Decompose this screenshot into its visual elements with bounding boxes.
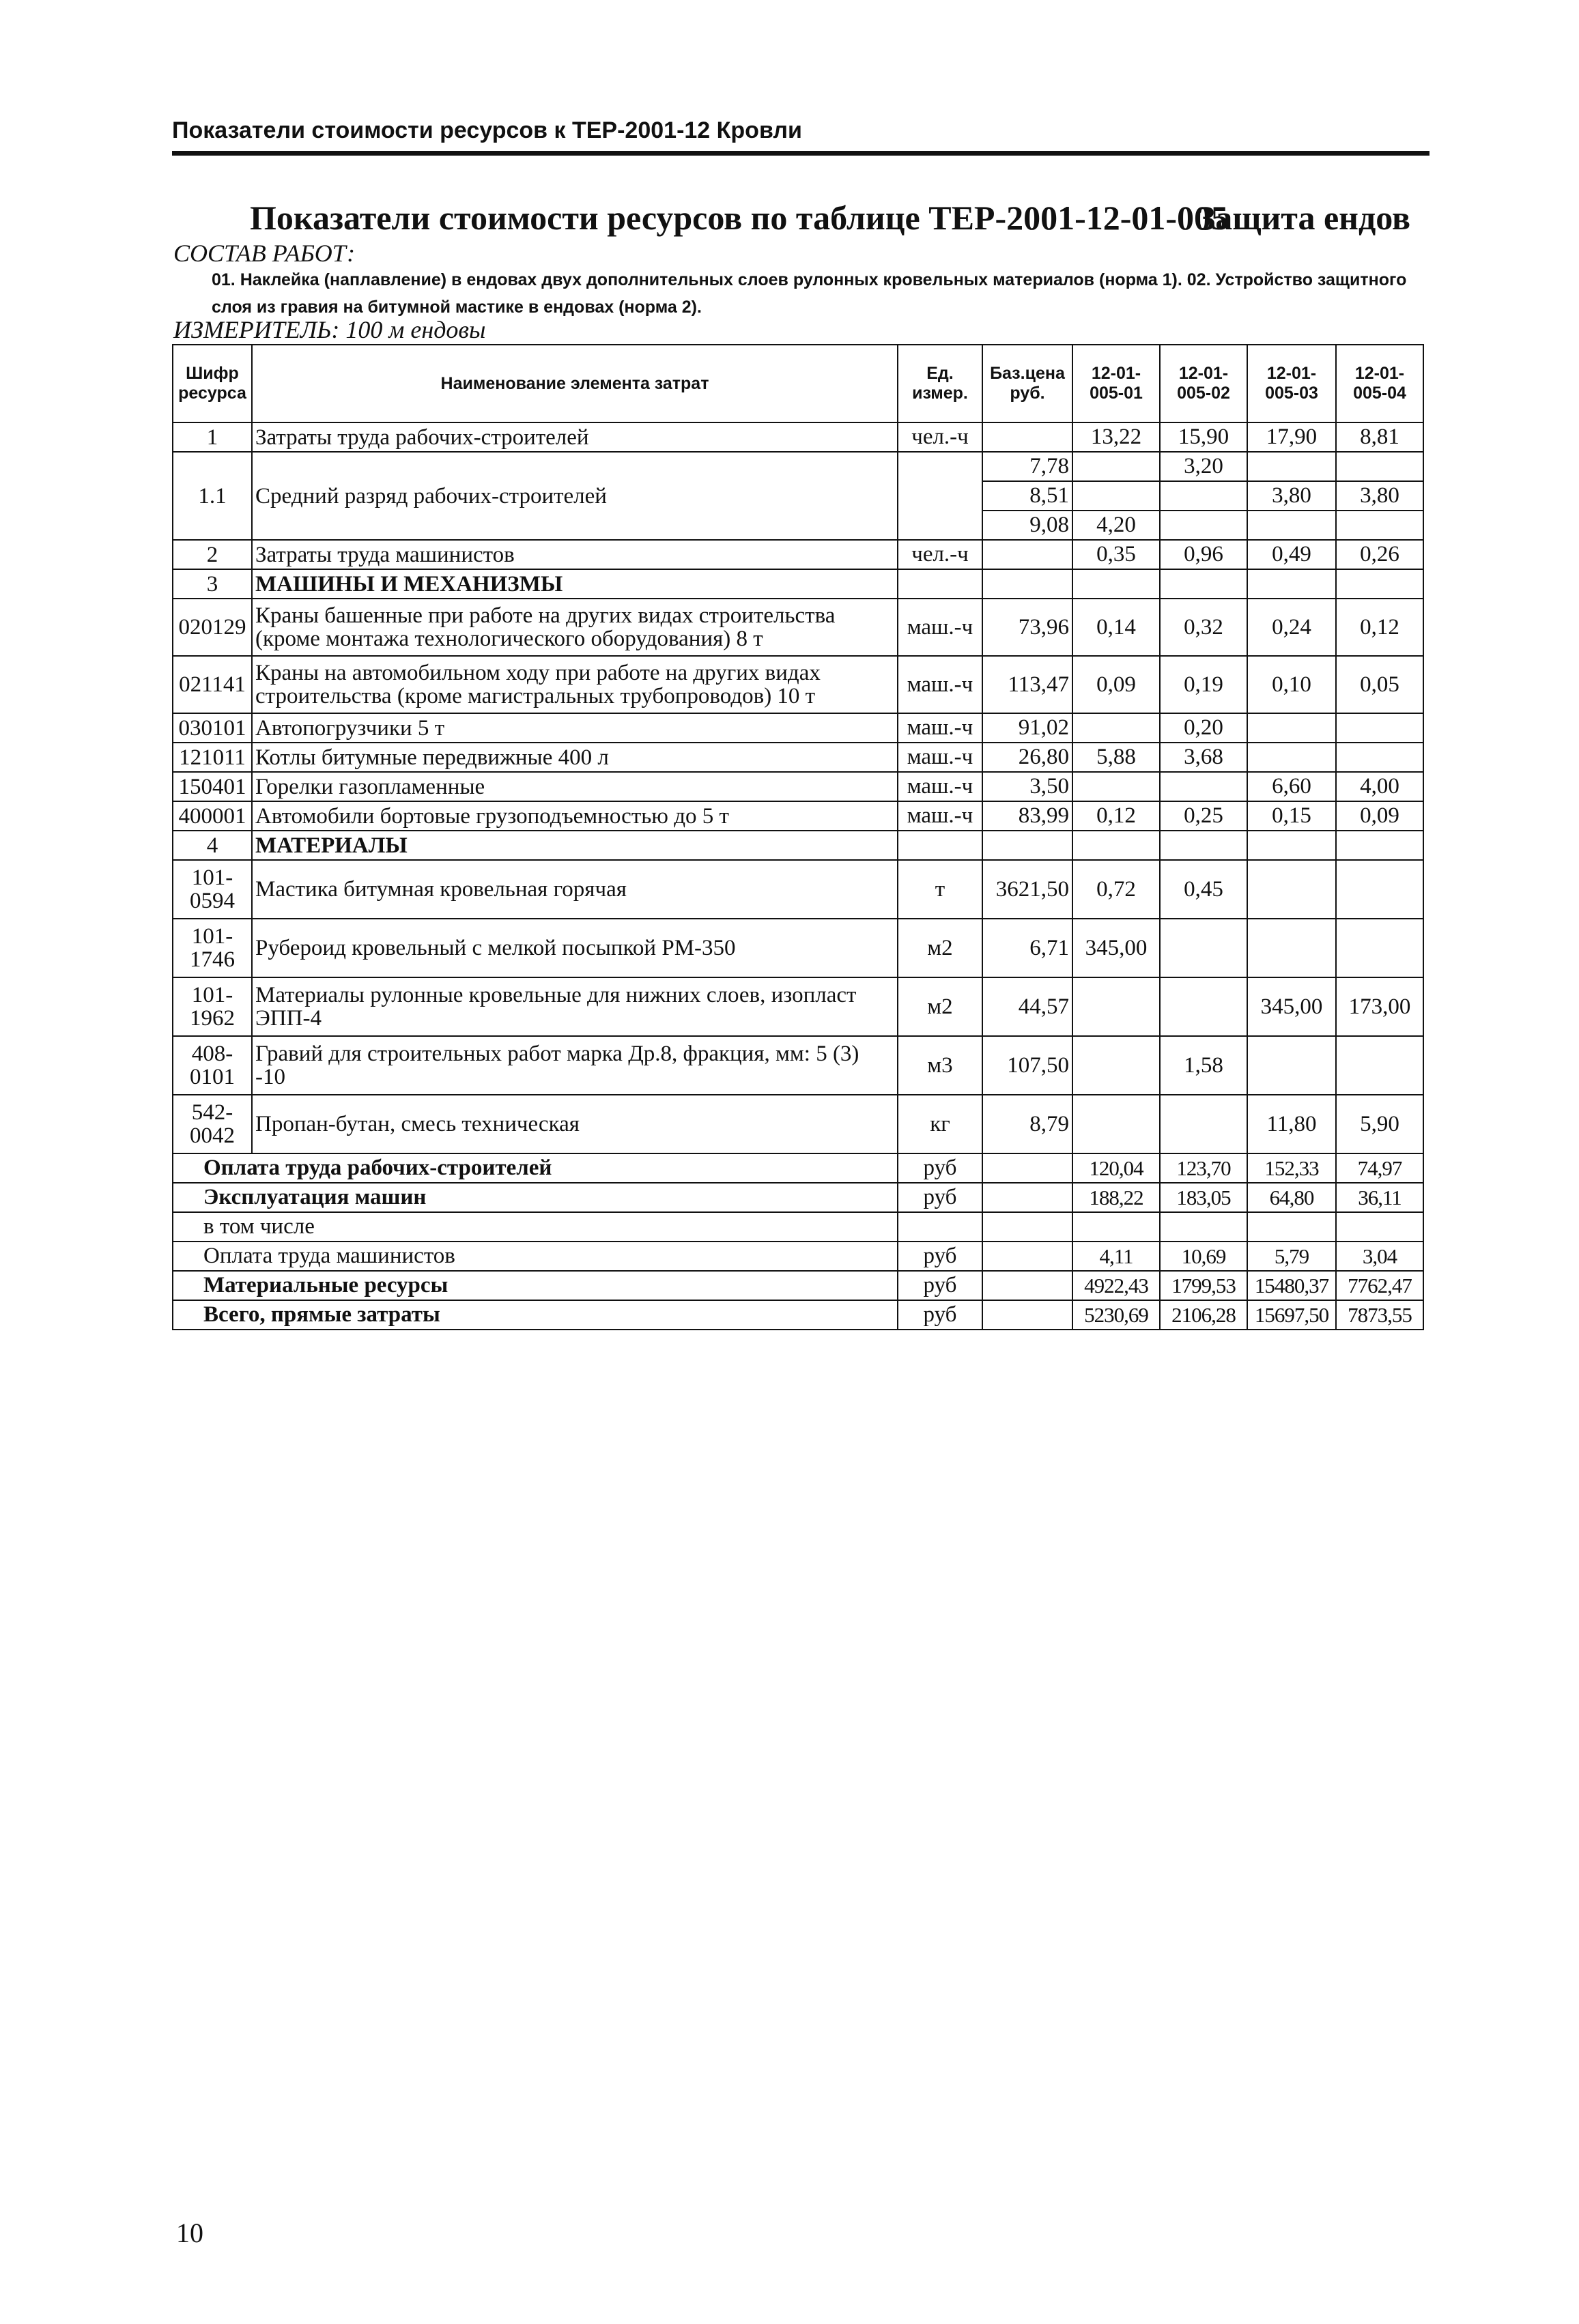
cell-norm-2 bbox=[1160, 919, 1247, 977]
cell-unit: т bbox=[898, 860, 982, 919]
measure-label: ИЗМЕРИТЕЛЬ: 100 м ендовы bbox=[173, 316, 486, 343]
cell-norm-2 bbox=[1160, 772, 1247, 801]
total-norm-3: 5,79 bbox=[1247, 1242, 1336, 1271]
cell-norm-2: 0,45 bbox=[1160, 860, 1247, 919]
section-row bbox=[173, 831, 1423, 860]
total-norm-3 bbox=[1247, 1212, 1336, 1242]
cell-code: 1.1 bbox=[173, 452, 252, 540]
cell-name: Автомобили бортовые грузоподъемностью до 5 т bbox=[252, 801, 898, 831]
total-norm-3: 15480,37 bbox=[1247, 1271, 1336, 1300]
header-unit: Ед. измер. bbox=[898, 345, 982, 422]
cell-price: 3,50 bbox=[982, 772, 1072, 801]
cell-norm-1 bbox=[1072, 452, 1160, 481]
cell-norm-2: 0,96 bbox=[1160, 540, 1247, 569]
table-row bbox=[173, 1095, 1423, 1153]
total-unit: руб bbox=[898, 1242, 982, 1271]
cell-norm-4 bbox=[1336, 860, 1423, 919]
total-row bbox=[173, 1300, 1423, 1330]
cell-price: 113,47 bbox=[982, 656, 1072, 713]
total-row bbox=[173, 1271, 1423, 1300]
cell-norm-2: 0,20 bbox=[1160, 713, 1247, 743]
total-norm-1: 188,22 bbox=[1072, 1183, 1160, 1212]
cell-norm-3: 6,60 bbox=[1247, 772, 1336, 801]
cell-unit: м2 bbox=[898, 977, 982, 1036]
cell-norm-4 bbox=[1336, 1036, 1423, 1095]
total-norm-4: 74,97 bbox=[1336, 1153, 1423, 1183]
cell-norm-3 bbox=[1247, 511, 1336, 540]
cell-name: Гравий для строительных работ марка Др.8, фракция, мм: 5 (3) -10 bbox=[252, 1036, 898, 1095]
cell-price: 8,79 bbox=[982, 1095, 1072, 1153]
total-norm-4: 7873,55 bbox=[1336, 1300, 1423, 1330]
cell-name: Затраты труда рабочих-строителей bbox=[252, 422, 898, 452]
total-label: Оплата труда рабочих-строителей bbox=[173, 1153, 898, 1183]
table-row bbox=[173, 599, 1423, 656]
cell-norm-1: 0,14 bbox=[1072, 599, 1160, 656]
cell-norm-3: 0,24 bbox=[1247, 599, 1336, 656]
cell-code: 3 bbox=[173, 569, 252, 599]
total-unit bbox=[898, 1212, 982, 1242]
cell-norm-3 bbox=[1247, 743, 1336, 772]
cell-norm-4: 0,26 bbox=[1336, 540, 1423, 569]
cell-name: Рубероид кровельный с мелкой посыпкой РМ-350 bbox=[252, 919, 898, 977]
total-norm-1: 5230,69 bbox=[1072, 1300, 1160, 1330]
cell-norm-2: 0,32 bbox=[1160, 599, 1247, 656]
table-row bbox=[173, 540, 1423, 569]
table-row bbox=[173, 656, 1423, 713]
total-norm-1: 120,04 bbox=[1072, 1153, 1160, 1183]
cell-norm-4 bbox=[1336, 452, 1423, 481]
cell-price bbox=[982, 540, 1072, 569]
cell-price: 44,57 bbox=[982, 977, 1072, 1036]
cell-price: 83,99 bbox=[982, 801, 1072, 831]
table-row bbox=[173, 977, 1423, 1036]
cell-name: Котлы битумные передвижные 400 л bbox=[252, 743, 898, 772]
total-label: в том числе bbox=[173, 1212, 898, 1242]
table-row bbox=[173, 801, 1423, 831]
page-number: 10 bbox=[176, 2218, 203, 2248]
cell-code: 101-1962 bbox=[173, 977, 252, 1036]
cell-price: 8,51 bbox=[982, 481, 1072, 511]
cell-norm-4 bbox=[1336, 743, 1423, 772]
cell-code: 121011 bbox=[173, 743, 252, 772]
cell-unit: маш.-ч bbox=[898, 772, 982, 801]
cell-unit: м2 bbox=[898, 919, 982, 977]
total-norm-3: 152,33 bbox=[1247, 1153, 1336, 1183]
cell-unit: маш.-ч bbox=[898, 656, 982, 713]
cell-norm-3 bbox=[1247, 860, 1336, 919]
cell-name: Краны на автомобильном ходу при работе на других видах строительства (кроме магистральных трубопроводов) 10 т bbox=[252, 656, 898, 713]
total-norm-2: 10,69 bbox=[1160, 1242, 1247, 1271]
cell-norm-4: 0,05 bbox=[1336, 656, 1423, 713]
header-code: Шифр ресурса bbox=[173, 345, 252, 422]
cell-norm-1 bbox=[1072, 1095, 1160, 1153]
cell-price bbox=[982, 422, 1072, 452]
cell-unit: маш.-ч bbox=[898, 713, 982, 743]
cell-name: Горелки газопламенные bbox=[252, 772, 898, 801]
table-row bbox=[173, 713, 1423, 743]
cell-price: 3621,50 bbox=[982, 860, 1072, 919]
total-unit: руб bbox=[898, 1271, 982, 1300]
cell-unit: кг bbox=[898, 1095, 982, 1153]
cell-norm-2 bbox=[1160, 977, 1247, 1036]
total-norm-1: 4922,43 bbox=[1072, 1271, 1160, 1300]
table-row bbox=[173, 860, 1423, 919]
cell-price: 9,08 bbox=[982, 511, 1072, 540]
table-header-row bbox=[173, 345, 1423, 422]
total-norm-4 bbox=[1336, 1212, 1423, 1242]
cell-unit: маш.-ч bbox=[898, 743, 982, 772]
cell-norm-1 bbox=[1072, 977, 1160, 1036]
cell-norm-3: 0,10 bbox=[1247, 656, 1336, 713]
cell-norm-2: 3,20 bbox=[1160, 452, 1247, 481]
header-norm-4: 12-01-005-04 bbox=[1336, 345, 1423, 422]
cell-norm-4: 0,09 bbox=[1336, 801, 1423, 831]
cell-norm-4: 5,90 bbox=[1336, 1095, 1423, 1153]
cell-norm-4: 4,00 bbox=[1336, 772, 1423, 801]
cell-price: 91,02 bbox=[982, 713, 1072, 743]
cell-norm-4 bbox=[1336, 713, 1423, 743]
total-norm-4: 36,11 bbox=[1336, 1183, 1423, 1212]
cell-code: 030101 bbox=[173, 713, 252, 743]
table-row bbox=[173, 1036, 1423, 1095]
total-norm-2: 1799,53 bbox=[1160, 1271, 1247, 1300]
total-norm-3: 15697,50 bbox=[1247, 1300, 1336, 1330]
header-norm-2: 12-01-005-02 bbox=[1160, 345, 1247, 422]
section-title: Защита ендов bbox=[1197, 199, 1410, 237]
cell-name: Затраты труда машинистов bbox=[252, 540, 898, 569]
cell-norm-3: 3,80 bbox=[1247, 481, 1336, 511]
total-row bbox=[173, 1153, 1423, 1183]
cell-name: Материалы рулонные кровельные для нижних слоев, изопласт ЭПП-4 bbox=[252, 977, 898, 1036]
cell-norm-1: 345,00 bbox=[1072, 919, 1160, 977]
cell-norm-3: 11,80 bbox=[1247, 1095, 1336, 1153]
cell-code: 2 bbox=[173, 540, 252, 569]
cell-price: 6,71 bbox=[982, 919, 1072, 977]
cell-norm-2: 15,90 bbox=[1160, 422, 1247, 452]
table-row bbox=[173, 422, 1423, 452]
total-unit: руб bbox=[898, 1183, 982, 1212]
cell-norm-3: 0,49 bbox=[1247, 540, 1336, 569]
cell-norm-1: 0,72 bbox=[1072, 860, 1160, 919]
cell-code: 4 bbox=[173, 831, 252, 860]
cell-code: 408-0101 bbox=[173, 1036, 252, 1095]
cell-unit: маш.-ч bbox=[898, 801, 982, 831]
total-norm-4: 3,04 bbox=[1336, 1242, 1423, 1271]
cell-norm-2: 3,68 bbox=[1160, 743, 1247, 772]
cell-norm-1 bbox=[1072, 481, 1160, 511]
resource-cost-table bbox=[172, 344, 1424, 1330]
cell-unit: чел.-ч bbox=[898, 540, 982, 569]
cell-unit: м3 bbox=[898, 1036, 982, 1095]
total-norm-2: 123,70 bbox=[1160, 1153, 1247, 1183]
cell-unit: чел.-ч bbox=[898, 422, 982, 452]
cell-norm-1 bbox=[1072, 772, 1160, 801]
total-label: Материальные ресурсы bbox=[173, 1271, 898, 1300]
table-row bbox=[173, 743, 1423, 772]
cell-norm-1: 0,09 bbox=[1072, 656, 1160, 713]
cell-unit bbox=[898, 452, 982, 540]
total-norm-3: 64,80 bbox=[1247, 1183, 1336, 1212]
cell-price: 107,50 bbox=[982, 1036, 1072, 1095]
cell-norm-4: 3,80 bbox=[1336, 481, 1423, 511]
cell-norm-2 bbox=[1160, 481, 1247, 511]
cell-price: 7,78 bbox=[982, 452, 1072, 481]
total-unit: руб bbox=[898, 1153, 982, 1183]
total-row bbox=[173, 1183, 1423, 1212]
cell-price: 73,96 bbox=[982, 599, 1072, 656]
cell-unit: маш.-ч bbox=[898, 599, 982, 656]
cell-norm-4: 0,12 bbox=[1336, 599, 1423, 656]
cell-norm-1: 5,88 bbox=[1072, 743, 1160, 772]
cell-norm-3: 17,90 bbox=[1247, 422, 1336, 452]
cell-name: Краны башенные при работе на других видах строительства (кроме монтажа технологического оборудования) 8 т bbox=[252, 599, 898, 656]
total-norm-2 bbox=[1160, 1212, 1247, 1242]
cell-norm-1: 0,12 bbox=[1072, 801, 1160, 831]
cell-code: 150401 bbox=[173, 772, 252, 801]
cell-norm-2 bbox=[1160, 511, 1247, 540]
table-row bbox=[173, 772, 1423, 801]
total-unit: руб bbox=[898, 1300, 982, 1330]
cell-norm-1: 13,22 bbox=[1072, 422, 1160, 452]
cell-name: Пропан-бутан, смесь техническая bbox=[252, 1095, 898, 1153]
composition-label: СОСТАВ РАБОТ: bbox=[173, 240, 356, 267]
cell-norm-4: 173,00 bbox=[1336, 977, 1423, 1036]
cell-norm-2 bbox=[1160, 1095, 1247, 1153]
cell-norm-2: 1,58 bbox=[1160, 1036, 1247, 1095]
cell-norm-1 bbox=[1072, 1036, 1160, 1095]
cell-norm-1 bbox=[1072, 713, 1160, 743]
cell-norm-3: 0,15 bbox=[1247, 801, 1336, 831]
cell-norm-4 bbox=[1336, 919, 1423, 977]
total-norm-4: 7762,47 bbox=[1336, 1271, 1423, 1300]
cell-norm-2: 0,19 bbox=[1160, 656, 1247, 713]
cell-name: Мастика битумная кровельная горячая bbox=[252, 860, 898, 919]
cell-norm-3 bbox=[1247, 1036, 1336, 1095]
cell-price: 26,80 bbox=[982, 743, 1072, 772]
cell-norm-4: 8,81 bbox=[1336, 422, 1423, 452]
header-name: Наименование элемента затрат bbox=[252, 345, 898, 422]
cell-code: 101-1746 bbox=[173, 919, 252, 977]
cell-norm-3 bbox=[1247, 919, 1336, 977]
total-row bbox=[173, 1212, 1423, 1242]
section-name: МАТЕРИАЛЫ bbox=[252, 831, 898, 860]
table-row bbox=[173, 452, 1423, 481]
cell-code: 101-0594 bbox=[173, 860, 252, 919]
total-norm-1: 4,11 bbox=[1072, 1242, 1160, 1271]
cell-code: 400001 bbox=[173, 801, 252, 831]
total-label: Эксплуатация машин bbox=[173, 1183, 898, 1212]
total-norm-2: 183,05 bbox=[1160, 1183, 1247, 1212]
header-norm-3: 12-01-005-03 bbox=[1247, 345, 1336, 422]
cell-code: 1 bbox=[173, 422, 252, 452]
document-title: Показатели стоимости ресурсов по таблице ТЕР-2001-12-01-005 bbox=[250, 199, 1229, 237]
cell-code: 542-0042 bbox=[173, 1095, 252, 1153]
cell-norm-1: 4,20 bbox=[1072, 511, 1160, 540]
total-label: Всего, прямые затраты bbox=[173, 1300, 898, 1330]
cell-code: 020129 bbox=[173, 599, 252, 656]
cell-code: 021141 bbox=[173, 656, 252, 713]
total-norm-1 bbox=[1072, 1212, 1160, 1242]
cell-norm-3 bbox=[1247, 713, 1336, 743]
section-row bbox=[173, 569, 1423, 599]
total-label: Оплата труда машинистов bbox=[173, 1242, 898, 1271]
section-name: МАШИНЫ И МЕХАНИЗМЫ bbox=[252, 569, 898, 599]
running-header: Показатели стоимости ресурсов к ТЕР-2001-12 Кровли bbox=[172, 117, 802, 143]
cell-norm-3 bbox=[1247, 452, 1336, 481]
cell-norm-2: 0,25 bbox=[1160, 801, 1247, 831]
header-price: Баз.цена руб. bbox=[982, 345, 1072, 422]
header-norm-1: 12-01-005-01 bbox=[1072, 345, 1160, 422]
cell-norm-1: 0,35 bbox=[1072, 540, 1160, 569]
header-rule bbox=[172, 151, 1429, 156]
cell-norm-3: 345,00 bbox=[1247, 977, 1336, 1036]
table-row bbox=[173, 919, 1423, 977]
composition-text: 01. Наклейка (наплавление) в ендовах двух дополнительных слоев рулонных кровельных материалов (норма 1). 02. Устройство защитного слоя из гравия на битумной мастике в ендовах (норма 2). bbox=[212, 270, 1407, 317]
total-norm-2: 2106,28 bbox=[1160, 1300, 1247, 1330]
cell-name: Автопогрузчики 5 т bbox=[252, 713, 898, 743]
total-row bbox=[173, 1242, 1423, 1271]
cell-name: Средний разряд рабочих-строителей bbox=[252, 452, 898, 540]
cell-norm-4 bbox=[1336, 511, 1423, 540]
